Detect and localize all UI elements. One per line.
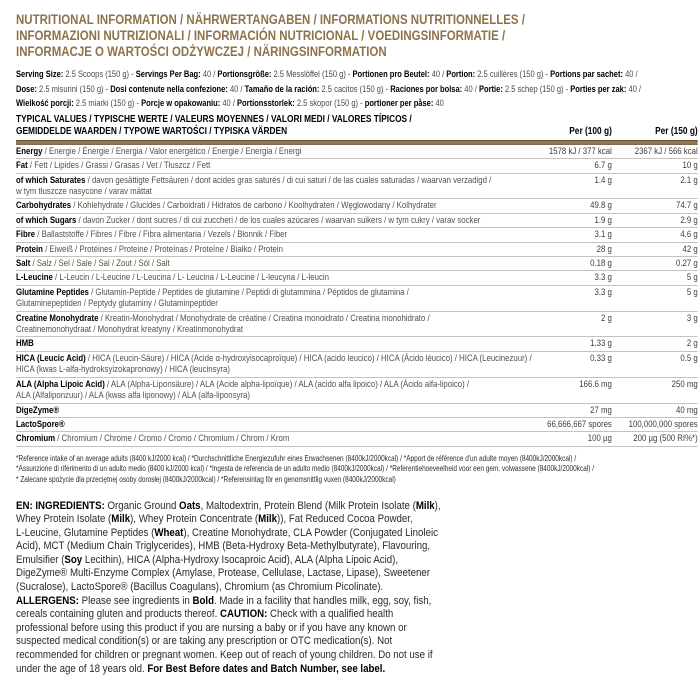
text-segment: 40 / — [628, 83, 642, 94]
bold-text-segment: Servings Per Bag: — [135, 69, 203, 79]
table-row — [16, 418, 698, 432]
nutrient-translations: / davon Zucker / dont sucres / di cui zuccheri / de los cuales azúcares / waarvan suikers / w tym cukry / varav socker — [76, 214, 481, 225]
text-segment: Please see ingredients in — [81, 594, 193, 607]
text-segment: 2.5 Messlöffel (150 g) - — [273, 69, 353, 79]
nutrient-label — [16, 379, 514, 402]
value-per-100g: 49.8 g — [590, 200, 612, 211]
table-row — [16, 174, 698, 200]
value-per-150g: 5 g — [686, 272, 698, 283]
nutrient-label — [16, 405, 514, 416]
nutrient-name: Salt — [16, 258, 31, 269]
ingredients-line — [16, 622, 698, 636]
nutrient-label — [16, 175, 514, 198]
ingredients-allergens-text — [16, 500, 698, 677]
value-per-100g: 6.7 g — [594, 160, 612, 171]
text-segment: L-Leucine, Glutamine Peptides ( — [16, 526, 155, 539]
table-row — [16, 337, 698, 351]
table-row — [16, 312, 698, 338]
bold-text-segment: Portionsstorlek: — [237, 98, 297, 109]
nutrient-translations-line2: w tym tłuszcze nasycone / varav mättat — [16, 186, 152, 196]
bold-text-segment: Portion: — [446, 69, 478, 79]
nutrient-name-line — [16, 419, 514, 430]
nutrient-name: Fat — [16, 160, 28, 171]
nutrient-name-line — [16, 379, 514, 390]
text-segment: cereals containing gluten and products thereof. — [16, 608, 220, 621]
bold-text-segment: Dose: — [16, 83, 40, 94]
table-header-title — [16, 114, 514, 138]
table-row — [16, 159, 698, 173]
nutrient-label — [16, 146, 514, 157]
nutrient-label — [16, 352, 532, 376]
nutrient-name: DigeZyme® — [16, 404, 60, 415]
bold-text-segment: Dosi contenute nella confezione: — [110, 83, 230, 94]
nutrient-translations-line2: Glutaminepeptiden / Peptydy glutaminy / Glutaminpeptider — [16, 298, 218, 309]
text-segment: DigeZyme® Multi-Enzyme Complex (Amylase, Protease, Cellulase, Lactase, Lipase), Sweetener — [16, 567, 430, 580]
table-row — [16, 404, 698, 418]
nutrient-translations: / L-Leucin / L-Leucine / L-Leucina / L- Leucina / L-Leucine / L-leucyna / L-leucin — [52, 272, 329, 283]
table-body — [16, 145, 698, 447]
ingredients-line — [16, 649, 698, 663]
value-per-150g: 3 g — [686, 312, 698, 323]
bold-text-segment: Wielkość porcji: — [16, 98, 76, 109]
value-per-100g: 166.6 mg — [579, 378, 612, 389]
nutrient-translations-line2: Creatinemonohydraat / Monohydrat kreatyny / Kreatinmonohydrat — [16, 324, 244, 335]
value-per-150g: 100,000,000 spores — [628, 418, 698, 429]
nutrient-label — [16, 338, 514, 349]
text-segment: 40 / — [625, 69, 638, 79]
bold-text-segment: Bold — [192, 594, 215, 607]
bold-text-segment: Portionen pro Beutel: — [352, 69, 432, 79]
serving-line — [16, 67, 698, 82]
value-per-150g: 10 g — [682, 160, 698, 171]
text-segment: Check with a qualified health — [270, 608, 394, 621]
nutrient-name-line — [16, 352, 532, 364]
bold-text-segment: Milk — [111, 513, 131, 526]
ingredients-line — [16, 554, 698, 568]
page-title — [16, 12, 698, 60]
bold-text-segment: Portions par sachet: — [550, 69, 626, 79]
text-segment: ), Whey Protein Concentrate ( — [130, 513, 259, 526]
nutrient-name: HICA (Leucic Acid) — [16, 352, 86, 363]
bold-text-segment: Porcje w opakowaniu: — [141, 98, 223, 109]
text-segment: Acid), MCT (Medium Chain Triglycerides), HMB (Beta-Hydroxy Beta-Methylbutyrate), Flavouring, — [16, 540, 431, 553]
title-line: NUTRITIONAL INFORMATION / NÄHRWERTANGABEN / INFORMATIONS NUTRITIONNELLES / — [16, 12, 525, 27]
footnote-line: *Assunzione di riferimento di un adulto medio (8400 kJ/2000 kcal) / *Ingesta de referencia de un adulto medio (8400kJ/2000kcal) / *Referentiehoeveelheid voor een gem. volwassene (8400kJ/2000kcal) / — [16, 464, 595, 474]
text-segment: recommended for children or pregnant women. Keep out of reach of young children. Do not use if — [16, 649, 433, 662]
nutrient-name: Creatine Monohydrate — [16, 312, 99, 323]
text-segment: ), Creatine Monohydrate, CLA Powder (Conjugated Linoleic — [183, 526, 438, 539]
nutrient-translations-line2: ALA (Alfaliponzuur) / ALA (kwas alfa liponowy) / ALA (alfa-liponsyra) — [16, 390, 250, 401]
nutrient-name-line — [16, 338, 514, 349]
text-segment: Organic Ground — [107, 499, 180, 512]
footnote-line: *Reference intake of an average adults (8400 kJ/2000 kcal) / *Durchschnittliche Energiezufuhr eines Erwachsenen (8400kJ/2000kcal) / *Apport de référence d'un adulte moyen (8400kJ/2000kcal) / — [16, 453, 577, 463]
value-per-100g: 1.9 g — [594, 214, 612, 225]
table-row — [16, 257, 698, 271]
nutrient-name: Fibre — [16, 229, 36, 240]
nutrient-translations: / Chromium / Chrome / Cromo / Cromo / Chromium / Chrom / Krom — [55, 433, 290, 444]
value-per-150g: 42 g — [682, 243, 698, 254]
text-segment: , Maltodextrin, Protein Blend (Milk Protein Isolate ( — [200, 499, 416, 512]
ingredients-line — [16, 500, 698, 514]
nutrient-translations: / Eiweiß / Protéines / Proteine / Proteínas / Proteïne / Białko / Protein — [42, 243, 283, 254]
value-per-150g: 4.6 g — [680, 229, 698, 240]
text-segment: 40 — [435, 98, 444, 109]
nutrient-translations: / HICA (Leucin-Säure) / HICA (Acide α-hydroxyisocaproïque) / HICA (acido leucico) / HICA (Ácido léucico) / HICA (Leucinezuur) / — [85, 352, 532, 363]
value-per-150g: 40 mg — [675, 404, 698, 415]
nutrient-name-line — [16, 160, 514, 171]
nutrient-name-line — [16, 433, 514, 444]
nutrient-name-line — [16, 175, 514, 186]
bold-text-segment: Porties per zak: — [570, 83, 629, 94]
nutrient-translations-line2: HICA (kwas L-alfa-hydroksyizokapronowy) / HICA (leucinsyra) — [16, 364, 230, 375]
value-per-150g: 200 µg (500 RI%*) — [633, 433, 698, 444]
bold-text-segment: EN: INGREDIENTS: — [16, 499, 108, 512]
nutrient-translations: / Salz / Sel / Sale / Sal / Zout / Sól / Salt — [30, 258, 170, 269]
bold-text-segment: Milk — [258, 513, 277, 526]
nutrient-label — [16, 244, 514, 255]
reference-intake-footnotes — [16, 454, 698, 486]
text-segment: 2.5 cuillères (150 g) - — [477, 69, 551, 79]
value-per-150g: 0.27 g — [675, 258, 698, 269]
nutrient-name-line — [16, 229, 514, 240]
text-segment: under the age of 18 years old. — [16, 662, 148, 675]
nutrient-name: of which Sugars — [16, 214, 77, 225]
text-segment: ), — [434, 499, 441, 512]
nutrient-name-line — [16, 405, 514, 416]
bold-text-segment: Portie: — [478, 83, 505, 94]
value-per-100g: 27 mg — [590, 404, 612, 415]
ingredients-line — [16, 608, 698, 622]
nutrient-name: Chromium — [16, 433, 56, 444]
value-per-100g: 0.33 g — [590, 352, 612, 363]
value-per-100g: 66,666,667 spores — [547, 418, 612, 429]
value-per-150g: 2.9 g — [680, 214, 698, 225]
value-per-100g: 1578 kJ / 377 kcal — [548, 145, 612, 156]
nutrient-label — [16, 258, 514, 269]
nutrient-name: Glutamine Peptides — [16, 286, 89, 297]
value-per-100g: 1.4 g — [594, 174, 612, 185]
value-per-150g: 5 g — [686, 286, 698, 297]
table-header-line: TYPICAL VALUES / TYPISCHE WERTE / VALEURS MOYENNES / VALORI MEDI / VALORES TÍPICOS / — [16, 113, 412, 125]
value-per-150g: 2367 kJ / 566 kcal — [634, 145, 698, 156]
text-segment: )), Fat Reduced Cocoa Powder, — [276, 513, 413, 526]
text-segment: 40 / — [431, 69, 447, 79]
text-segment: 2.5 miarki (150 g) - — [75, 98, 142, 109]
text-segment: Whey Protein Isolate ( — [16, 513, 112, 526]
text-segment: (Sucralose), LactoSpore® (Bacillus Coagulans), Chromium (as Chromium Picolinate). — [16, 581, 384, 594]
table-row — [16, 352, 698, 378]
text-segment: . Made in a facility that handles milk, egg, soy, fish, — [214, 594, 432, 607]
nutrient-translations: / Kreatin-Monohydrat / Monohydrate de créatine / Creatina monoidrato / Creatina monohidrato / — [98, 312, 430, 323]
table-row — [16, 271, 698, 285]
nutrient-name-line — [16, 244, 514, 255]
table-row — [16, 228, 698, 242]
text-segment: 40 / — [229, 83, 245, 94]
text-segment: 2.5 cacitos (150 g) - — [321, 83, 391, 94]
table-header-line: GEMIDDELDE WAARDEN / TYPOWE WARTOŚCI / TYPISKA VÄRDEN — [16, 125, 288, 137]
text-segment: Emulsifier ( — [16, 553, 65, 566]
serving-line — [16, 96, 698, 111]
nutrient-translations: / ALA (Alpha-Liponsäure) / ALA (Acide alpha-lipoïque) / ALA (acido alfa lipoico) / ALA (Ácido alfa-lipoico) / — [104, 378, 470, 389]
nutrient-name: LactoSpore® — [16, 418, 65, 429]
table-row — [16, 214, 698, 228]
table-row — [16, 432, 698, 446]
ingredients-line — [16, 527, 698, 541]
ingredients-line — [16, 567, 698, 581]
value-per-150g: 0.5 g — [680, 352, 698, 363]
table-row — [16, 243, 698, 257]
bold-text-segment: CAUTION: — [220, 608, 271, 621]
nutrient-label — [16, 200, 514, 211]
text-segment: 2.5 skopor (150 g) - — [296, 98, 365, 109]
table-row — [16, 199, 698, 213]
nutrient-name: HMB — [16, 338, 34, 349]
bold-text-segment: Wheat — [154, 526, 184, 539]
value-per-100g: 1.33 g — [590, 338, 612, 349]
table-row — [16, 286, 698, 312]
text-segment: 40 / — [202, 69, 218, 79]
text-segment: 40 / — [464, 83, 479, 94]
nutrient-label — [16, 419, 514, 430]
ingredients-line — [16, 581, 698, 595]
nutrient-name-line — [16, 272, 514, 283]
nutrient-label — [16, 229, 514, 240]
value-per-150g: 2 g — [686, 338, 698, 349]
text-segment: professional before using this product if you are nursing a baby or if you have any known or — [16, 621, 407, 634]
nutrient-label — [16, 433, 514, 444]
value-per-150g: 250 mg — [671, 378, 698, 389]
value-per-100g: 28 g — [596, 243, 612, 254]
value-per-100g: 3.3 g — [594, 286, 612, 297]
nutrient-label — [16, 215, 514, 226]
nutrient-label — [16, 272, 514, 283]
nutrient-name-line — [16, 200, 514, 211]
text-segment: suspected medical condition(s) or are taking any prescription or OTC medication(s). Not — [16, 635, 393, 648]
ingredients-line — [16, 513, 698, 527]
value-per-150g: 74.7 g — [675, 200, 698, 211]
nutrient-translations: / Fett / Lipides / Grassi / Grasas / Vet / Tłuszcz / Fett — [27, 160, 211, 171]
table-row — [16, 145, 698, 159]
bold-text-segment: ALLERGENS: — [16, 594, 82, 607]
table-header — [16, 114, 698, 138]
column-header-per-100g: Per (100 g) — [569, 125, 612, 137]
value-per-100g: 100 µg — [587, 433, 612, 444]
nutrient-translations: / davon gesättigte Fettsäuren / dont acides gras saturés / di cui saturi / de las cuales saturadas / waarvan verzadigd / — [85, 174, 492, 185]
bold-text-segment: Soy — [64, 553, 83, 566]
value-per-100g: 3.1 g — [594, 229, 612, 240]
title-line: INFORMACJE O WARTOŚCI ODŻYWCZEJ / NÄRINGSINFORMATION — [16, 44, 387, 59]
nutrient-name: L-Leucine — [16, 272, 53, 283]
bold-text-segment: Oats — [179, 499, 201, 512]
footnote-line: * Zalecane spożycie dla przeciętnej osoby dorosłej (8400kJ/2000kcal) / *Referensintag för en genomsnittlig vuxen (8400kJ/2000kcal) — [16, 474, 396, 484]
nutrient-name: Protein — [16, 243, 43, 254]
nutrient-translations: / Ballaststoffe / Fibres / Fibre / Fibra alimentaria / Vezels / Błonnik / Fiber — [35, 229, 288, 240]
column-header-per-150g: Per (150 g) — [655, 125, 698, 137]
serving-line — [16, 82, 698, 97]
value-per-100g: 3.3 g — [594, 272, 612, 283]
bold-text-segment: Milk — [415, 499, 435, 512]
text-segment: Lecithin), HICA (Alpha-Hydroxy Isocaproic Acid), ALA (Alpha Lipoic Acid), — [82, 553, 399, 566]
table-row — [16, 378, 698, 404]
text-segment: 2.5 misurini (150 g) - — [39, 83, 111, 94]
nutrition-table — [16, 114, 698, 447]
value-per-150g: 2.1 g — [680, 174, 698, 185]
bold-text-segment: Tamaño de la ración: — [244, 83, 322, 94]
bold-text-segment: Serving Size: — [16, 69, 66, 79]
nutrient-name: Carbohydrates — [16, 200, 72, 211]
ingredients-line — [16, 663, 698, 677]
bold-text-segment: portioner per påse: — [364, 98, 436, 109]
nutrient-name-line — [16, 215, 514, 226]
value-per-100g: 2 g — [600, 312, 612, 323]
nutrient-name-line — [16, 287, 514, 298]
title-line: INFORMAZIONI NUTRIZIONALI / INFORMACIÓN NUTRICIONAL / VOEDINGSINFORMATIE / — [16, 28, 506, 43]
nutrient-name-line — [16, 146, 514, 157]
text-segment: 2.5 schep (150 g) - — [504, 83, 571, 94]
bold-text-segment: For Best Before dates and Batch Number, see label. — [147, 662, 386, 675]
nutrient-translations: / Energie / Énergie / Energia / Valor energético / Energie / Energia / Energi — [42, 145, 302, 156]
serving-info — [16, 67, 698, 111]
bold-text-segment: Portionsgröße: — [217, 69, 274, 79]
nutrient-name: of which Saturates — [16, 174, 86, 185]
ingredients-line — [16, 635, 698, 649]
nutrient-name: Energy — [16, 145, 43, 156]
ingredients-line — [16, 540, 698, 554]
nutrient-label — [16, 313, 514, 336]
nutrient-label — [16, 160, 514, 171]
nutrient-name: ALA (Alpha Lipoic Acid) — [16, 378, 105, 389]
text-segment: 2.5 Scoops (150 g) - — [65, 69, 136, 79]
ingredients-line — [16, 595, 698, 609]
nutrient-translations: / Glutamin-Peptide / Peptides de glutamine / Peptidi di glutammina / Péptidos de glutamina / — [88, 286, 409, 297]
nutrient-translations: / Kohlehydrate / Glucides / Carboidrati / Hidratos de carbono / Koolhydraten / Węglowodany / Kolhydrater — [71, 200, 437, 211]
nutrient-name-line — [16, 258, 514, 269]
bold-text-segment: Raciones por bolsa: — [390, 83, 465, 94]
nutrient-label — [16, 287, 514, 310]
text-segment: 40 / — [222, 98, 238, 109]
nutrient-name-line — [16, 313, 514, 324]
value-per-100g: 0.18 g — [590, 258, 612, 269]
